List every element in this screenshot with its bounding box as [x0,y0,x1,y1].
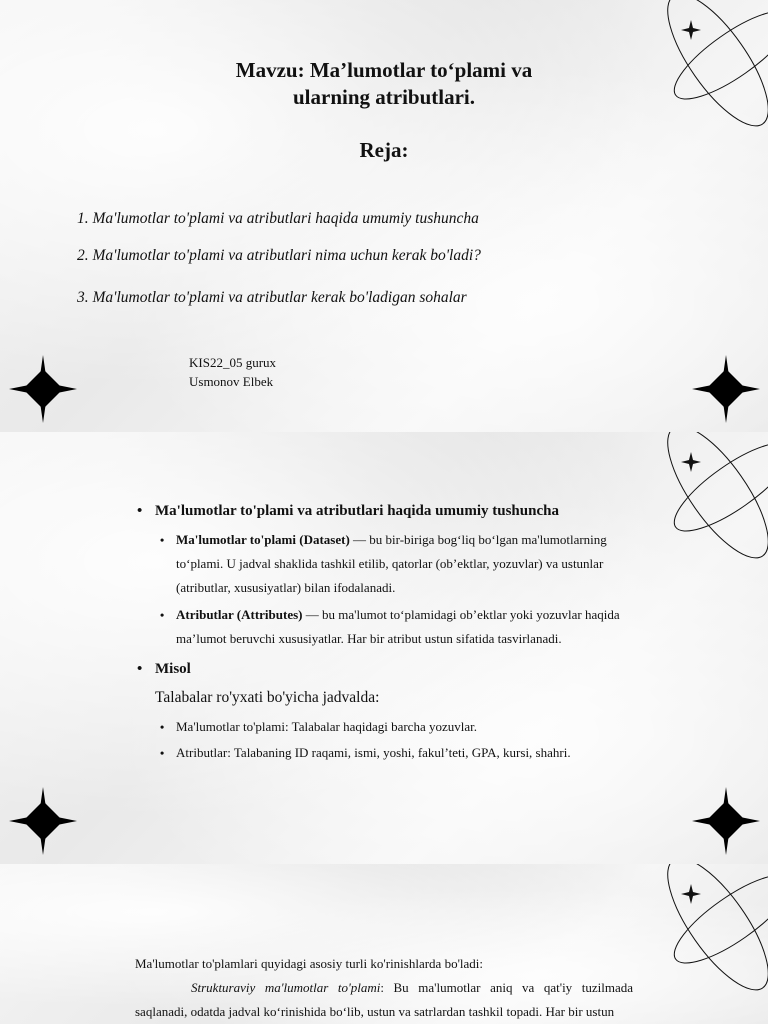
bullet-glyph: • [137,661,143,677]
bullet-glyph: • [160,720,165,734]
list-item [160,528,650,600]
page-title: Mavzu: Ma’lumotlar to‘plami va [235,58,533,82]
sparkle-star-icon [9,355,77,423]
sparkle-star-icon [692,787,760,855]
structured-term: Strukturaviy ma'lumotlar to'plami [191,980,381,995]
bullet-glyph: • [137,503,143,519]
attribute-term: Atributlar (Attributes) [176,607,303,622]
dataset-term: Ma'lumotlar to'plami (Dataset) [176,532,350,547]
bullet-glyph: • [160,746,165,760]
page-title-line2: ularning atributlari. [292,85,476,109]
list-item [160,715,650,739]
orbit-decoration-icon [648,432,768,572]
plan-item: 3. Ma'lumotlar to'plami va atributlar kerak bo'ladigan sohalar [77,289,467,306]
example-item: Atributlar: Talabaning ID raqami, ismi, yoshi, fakul’teti, GPA, kursi, shahri. [176,745,571,760]
attribute-definition: — bu ma'lumot to‘plamidagi ob’ektlar yoki yozuvlar haqida ma’lumot beruvchi xususiyatlar. Har bir atribut ustun sifatida tasvirlanadi. [176,607,620,646]
slide-concepts [0,432,768,864]
heading-example: Misol [155,661,191,677]
list-item [160,603,650,651]
orbit-decoration-icon [648,864,768,1004]
types-intro: Ma'lumotlar to'plamlari quyidagi asosiy turli ko'rinishlarda bo'ladi: [135,956,484,971]
example-intro: Talabalar ro'yxati bo'yicha jadvalda: [155,689,380,706]
plan-item: 1. Ma'lumotlar to'plami va atributlari haqida umumiy tushuncha [77,210,479,227]
slide-title [0,0,768,432]
plan-heading: Reja: [359,138,409,162]
structured-definition: : Bu ma'lumotlar aniq va qat'iy tuzilmada saqlanadi, odatda jadval ko‘rinishida bo‘lib, ustun va satrlardan tashkil topadi. Har bir ustun [135,980,633,1019]
heading-general: Ma'lumotlar to'plami va atributlari haqida umumiy tushuncha [155,503,559,519]
sparkle-star-icon [692,355,760,423]
plan-item: 2. Ma'lumotlar to'plami va atributlari nima uchun kerak bo'ladi? [77,247,481,264]
example-item: Ma'lumotlar to'plami: Talabalar haqidagi barcha yozuvlar. [176,719,477,734]
sparkle-star-icon [9,787,77,855]
author-name: Usmonov Elbek [189,374,274,389]
group-label: KIS22_05 gurux [189,355,277,370]
paragraph [135,976,633,1024]
dataset-definition: — bu bir-biriga bog‘liq bo‘lgan ma'lumotlarning to‘plami. U jadval shaklida tashkil etilib, qatorlar (ob’ektlar, yozuvlar) va ustunlar (atributlar, xususiyatlar) bilan ifodalanadi. [176,532,607,595]
bullet-glyph: • [160,608,165,622]
slide-types [0,864,768,1024]
bullet-glyph: • [160,533,165,547]
list-item [160,741,650,765]
